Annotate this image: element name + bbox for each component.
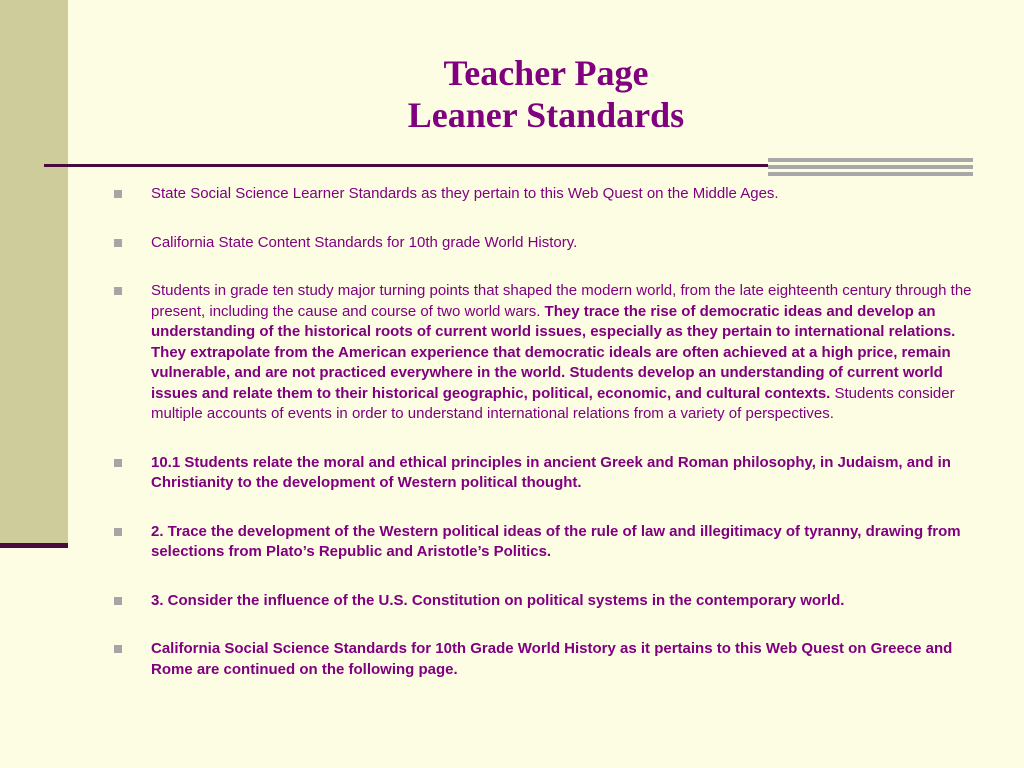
list-item xyxy=(114,233,974,254)
square-bullet-icon xyxy=(114,287,122,295)
bullet-text-regular: Students in grade ten study major turning points that shaped the modern world, from the late eighteenth century through the present, including the cause and course of two world wars. xyxy=(151,282,972,320)
list-item xyxy=(114,281,974,425)
list-item xyxy=(114,184,974,205)
left-decorative-bar xyxy=(0,0,68,545)
bullet-text: State Social Science Learner Standards as they pertain to this Web Quest on the Middle Ages. xyxy=(151,185,779,202)
bullet-text: 2. Trace the development of the Western political ideas of the rule of law and illegitimacy of tyranny, drawing from selections from Plato’s Republic and Aristotle’s Politics. xyxy=(151,522,961,560)
bullet-text-regular-end: Students consider multiple accounts of events in order to understand international relations from a variety of perspectives. xyxy=(151,384,955,422)
striped-accent-block xyxy=(768,158,973,178)
square-bullet-icon xyxy=(114,528,122,536)
square-bullet-icon xyxy=(114,190,122,198)
standards-bullet-list xyxy=(114,184,974,680)
bullet-text: 10.1 Students relate the moral and ethical principles in ancient Greek and Roman philosophy, in Judaism, and in Christianity to the development of Western political thought. xyxy=(151,453,951,491)
title-line-1: Teacher Page xyxy=(443,53,649,93)
bullet-text: California Social Science Standards for 10th Grade World History as it pertains to this Web Quest on Greece and Rome are continued on the following page. xyxy=(151,640,953,678)
square-bullet-icon xyxy=(114,645,122,653)
title-line-2: Leaner Standards xyxy=(407,95,685,135)
bullet-text: California State Content Standards for 10th grade World History. xyxy=(151,233,578,251)
square-bullet-icon xyxy=(114,459,122,467)
square-bullet-icon xyxy=(114,597,122,605)
bullet-text-bold: They trace the rise of democratic ideas and develop an understanding of the historical roots of current world issues, especially as they pertain to international relations. They extrapolate from the American experience that democratic ideals are often achieved at a high price, remain vulnerable, and are not practiced everywhere in the world. Students develop an understanding of current world issues and relate them to their historical geographic, political, economic, and cultural contexts. xyxy=(151,302,956,402)
left-bar-rule xyxy=(0,543,68,548)
bullet-text: 3. Consider the influence of the U.S. Constitution on political systems in the contemporary world. xyxy=(151,591,845,609)
list-item xyxy=(114,522,974,563)
square-bullet-icon xyxy=(114,239,122,247)
list-item xyxy=(114,591,974,612)
list-item xyxy=(114,639,974,680)
title-divider-rule xyxy=(44,164,768,167)
list-item xyxy=(114,453,974,494)
slide-title xyxy=(68,52,1024,136)
